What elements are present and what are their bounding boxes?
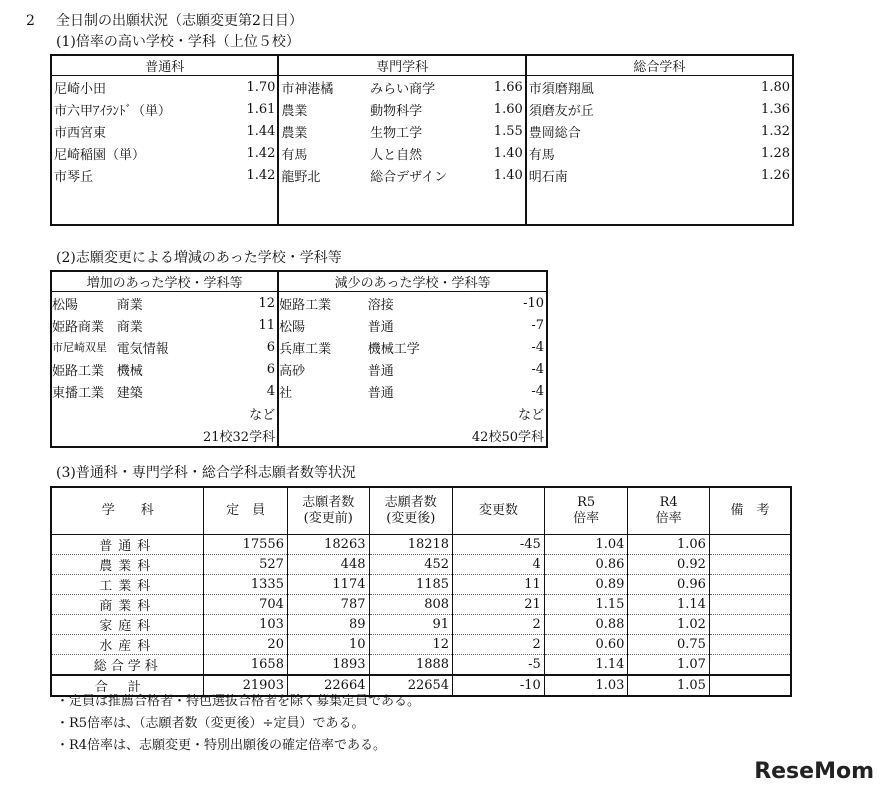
applicants-table xyxy=(50,486,792,697)
increase-school: 姫路商業 xyxy=(52,319,105,335)
senmon-school: 有馬 xyxy=(278,142,368,164)
sogo-school: 有馬 xyxy=(526,142,735,164)
decrease-value: -4 xyxy=(531,361,544,377)
after-cell: 18218 xyxy=(369,535,453,555)
before-cell: 89 xyxy=(287,615,369,635)
decrease-value: -4 xyxy=(531,383,544,399)
header-r4: R4 倍率 xyxy=(628,487,710,535)
r4-cell: 1.06 xyxy=(628,535,710,555)
capacity-cell: 21903 xyxy=(204,675,288,696)
decrease-course: 普通 xyxy=(367,385,394,401)
change-cell: 2 xyxy=(453,615,545,635)
subject-cell: 工業科 xyxy=(51,575,204,595)
senmon-course: 生物工学 xyxy=(370,125,423,141)
note-cell xyxy=(709,675,791,696)
capacity-cell: 527 xyxy=(204,555,288,575)
decrease-course: 普通 xyxy=(367,363,394,379)
increase-course: 電気情報 xyxy=(116,341,169,357)
before-cell: 22664 xyxy=(287,675,369,696)
r5-cell: 0.60 xyxy=(544,635,628,655)
after-cell: 1888 xyxy=(369,655,453,676)
header-senmon: 専門学科 xyxy=(278,55,525,76)
subject-cell: 普通科 xyxy=(51,535,204,555)
r4-cell: 1.14 xyxy=(628,595,710,615)
senmon-school: 農業 xyxy=(278,98,368,120)
senmon-course: みらい商学 xyxy=(370,81,436,97)
senmon-course: 動物科学 xyxy=(370,103,423,119)
capacity-cell: 704 xyxy=(204,595,288,615)
senmon-course: 人と自然 xyxy=(370,147,423,163)
increase-etc: など xyxy=(249,407,276,423)
header-futsu: 普通科 xyxy=(51,55,278,76)
increase-course: 建築 xyxy=(116,385,143,401)
page-title: 全日制の出願状況（志願変更第2日目） xyxy=(56,13,303,29)
sogo-rate: 1.32 xyxy=(761,123,790,139)
table-row xyxy=(51,336,547,358)
sogo-school: 市須磨翔風 xyxy=(526,76,735,99)
decrease-school: 高砂 xyxy=(278,358,368,380)
table-row xyxy=(51,120,793,142)
before-cell: 787 xyxy=(287,595,369,615)
senmon-rate: 1.66 xyxy=(493,79,523,95)
increase-school: 松陽 xyxy=(52,297,79,313)
increase-course: 商業 xyxy=(116,297,143,313)
section2-title: (2)志願変更による増減のあった学校・学科等 xyxy=(56,250,342,266)
change-cell: 2 xyxy=(453,635,545,655)
capacity-cell: 1335 xyxy=(204,575,288,595)
sogo-rate: 1.36 xyxy=(761,101,790,117)
futsu-rate: 1.70 xyxy=(246,79,276,95)
r4-cell: 0.92 xyxy=(628,555,710,575)
change-cell: 4 xyxy=(453,555,545,575)
r5-cell: 1.15 xyxy=(544,595,628,615)
decrease-etc: など xyxy=(278,402,547,424)
capacity-cell: 17556 xyxy=(204,535,288,555)
increase-value: 6 xyxy=(266,339,276,355)
r5-cell: 0.89 xyxy=(544,575,628,595)
senmon-rate: 1.60 xyxy=(493,101,523,117)
change-table xyxy=(50,270,548,448)
after-cell: 91 xyxy=(369,615,453,635)
decrease-value: -7 xyxy=(531,317,544,333)
subject-cell: 商業科 xyxy=(51,595,204,615)
header-increase: 増加のあった学校・学科等 xyxy=(51,271,278,292)
total-row xyxy=(51,675,791,696)
header-capacity: 定 員 xyxy=(204,487,288,535)
r4-cell: 0.96 xyxy=(628,575,710,595)
futsu-rate: 1.44 xyxy=(246,123,276,139)
decrease-school: 社 xyxy=(278,380,368,402)
increase-course: 機械 xyxy=(116,363,143,379)
senmon-course: 総合デザイン xyxy=(370,169,448,185)
table-row xyxy=(51,380,547,402)
sogo-rate: 1.28 xyxy=(761,145,790,161)
decrease-course: 溶接 xyxy=(367,297,394,313)
sogo-rate: 1.80 xyxy=(761,79,790,95)
r4-cell: 0.75 xyxy=(628,635,710,655)
table-row xyxy=(51,555,791,575)
change-cell: 11 xyxy=(453,575,545,595)
table-row xyxy=(51,358,547,380)
note-cell xyxy=(709,615,791,635)
note-cell xyxy=(709,635,791,655)
decrease-school: 兵庫工業 xyxy=(278,336,368,358)
header-r5: R5 倍率 xyxy=(544,487,628,535)
futsu-school: 市六甲ｱｲﾗﾝﾄﾞ（単） xyxy=(54,103,172,119)
increase-school: 姫路工業 xyxy=(52,363,105,379)
before-cell: 1174 xyxy=(287,575,369,595)
r4-cell: 1.02 xyxy=(628,615,710,635)
r5-cell: 1.14 xyxy=(544,655,628,676)
note-line: ・R4倍率は、志願変更・特別出願後の確定倍率である。 xyxy=(56,738,387,753)
sogo-school: 豊岡総合 xyxy=(526,120,735,142)
note-cell xyxy=(709,575,791,595)
futsu-rate: 1.61 xyxy=(246,101,276,117)
table-row xyxy=(51,635,791,655)
before-cell: 448 xyxy=(287,555,369,575)
header-decrease: 減少のあった学校・学科等 xyxy=(278,271,547,292)
change-cell: -5 xyxy=(453,655,545,676)
table-row xyxy=(51,76,793,99)
capacity-cell: 20 xyxy=(204,635,288,655)
note-line: ・定員は推薦合格者・特色選抜合格者を除く募集定員である。 xyxy=(56,694,421,709)
section-number: 2 xyxy=(26,13,35,29)
r5-cell: 0.88 xyxy=(544,615,628,635)
decrease-course: 普通 xyxy=(367,319,394,335)
futsu-school: 市西宮東 xyxy=(54,125,107,141)
table-row xyxy=(51,314,547,336)
decrease-school: 姫路工業 xyxy=(278,292,368,315)
sogo-school: 明石南 xyxy=(526,164,735,186)
senmon-rate: 1.40 xyxy=(493,167,523,183)
futsu-rate: 1.42 xyxy=(246,167,276,183)
header-change: 変更数 xyxy=(453,487,545,535)
section3-title: (3)普通科・専門学科・総合学科志願者数等状況 xyxy=(56,465,356,481)
table-row xyxy=(51,615,791,635)
decrease-value: -4 xyxy=(531,339,544,355)
high-rate-table xyxy=(50,54,794,226)
before-cell: 18263 xyxy=(287,535,369,555)
after-cell: 1185 xyxy=(369,575,453,595)
decrease-total: 42校50学科 xyxy=(278,424,547,447)
increase-value: 12 xyxy=(258,295,276,311)
capacity-cell: 103 xyxy=(204,615,288,635)
note-line: ・R5倍率は、（志願者数（変更後）÷定員）である。 xyxy=(56,716,365,731)
total-label: 合計 xyxy=(51,675,204,696)
r5-cell: 0.86 xyxy=(544,555,628,575)
decrease-course: 機械工学 xyxy=(367,341,420,357)
note-cell xyxy=(709,655,791,676)
senmon-school: 市神港橘 xyxy=(278,76,368,99)
senmon-rate: 1.55 xyxy=(493,123,523,139)
subject-cell: 総合学科 xyxy=(51,655,204,676)
table-row xyxy=(51,142,793,164)
table-row xyxy=(51,655,791,676)
header-note: 備 考 xyxy=(709,487,791,535)
before-cell: 1893 xyxy=(287,655,369,676)
header-sogo: 総合学科 xyxy=(526,55,793,76)
capacity-cell: 1658 xyxy=(204,655,288,676)
header-after: 志願者数 (変更後) xyxy=(369,487,453,535)
increase-course: 商業 xyxy=(116,319,143,335)
increase-value: 4 xyxy=(266,383,276,399)
r5-cell: 1.04 xyxy=(544,535,628,555)
change-cell: -45 xyxy=(453,535,545,555)
futsu-school: 尼崎稲園（単） xyxy=(54,147,146,163)
table-row xyxy=(51,98,793,120)
futsu-school: 尼崎小田 xyxy=(54,81,107,97)
note-cell xyxy=(709,595,791,615)
subject-cell: 水産科 xyxy=(51,635,204,655)
senmon-rate: 1.40 xyxy=(493,145,523,161)
increase-school: 東播工業 xyxy=(52,385,105,401)
resemom-logo: ReseMom xyxy=(754,759,874,784)
sogo-rate: 1.26 xyxy=(761,167,790,183)
senmon-school: 龍野北 xyxy=(278,164,368,186)
after-cell: 22654 xyxy=(369,675,453,696)
futsu-rate: 1.42 xyxy=(246,145,276,161)
r4-cell: 1.05 xyxy=(628,675,710,696)
note-cell xyxy=(709,535,791,555)
table-row xyxy=(51,164,793,186)
change-cell: 21 xyxy=(453,595,545,615)
before-cell: 10 xyxy=(287,635,369,655)
r4-cell: 1.07 xyxy=(628,655,710,676)
sogo-school: 須磨友が丘 xyxy=(526,98,735,120)
header-subject: 学 科 xyxy=(51,487,204,535)
table-row xyxy=(51,292,547,315)
change-cell: -10 xyxy=(453,675,545,696)
r5-cell: 1.03 xyxy=(544,675,628,696)
increase-total: 21校32学科 xyxy=(202,429,276,445)
table-row xyxy=(51,595,791,615)
after-cell: 12 xyxy=(369,635,453,655)
header-before: 志願者数 (変更前) xyxy=(287,487,369,535)
senmon-school: 農業 xyxy=(278,120,368,142)
increase-value: 6 xyxy=(266,361,276,377)
increase-value: 11 xyxy=(258,317,276,333)
increase-school: 市尼崎双星 xyxy=(52,341,107,354)
after-cell: 452 xyxy=(369,555,453,575)
table-row xyxy=(51,535,791,555)
table-row xyxy=(51,575,791,595)
subject-cell: 家庭科 xyxy=(51,615,204,635)
subject-cell: 農業科 xyxy=(51,555,204,575)
after-cell: 808 xyxy=(369,595,453,615)
decrease-school: 松陽 xyxy=(278,314,368,336)
decrease-value: -10 xyxy=(523,295,544,311)
note-cell xyxy=(709,555,791,575)
section1-title: (1)倍率の高い学校・学科（上位５校） xyxy=(56,34,300,50)
futsu-school: 市琴丘 xyxy=(54,169,94,185)
